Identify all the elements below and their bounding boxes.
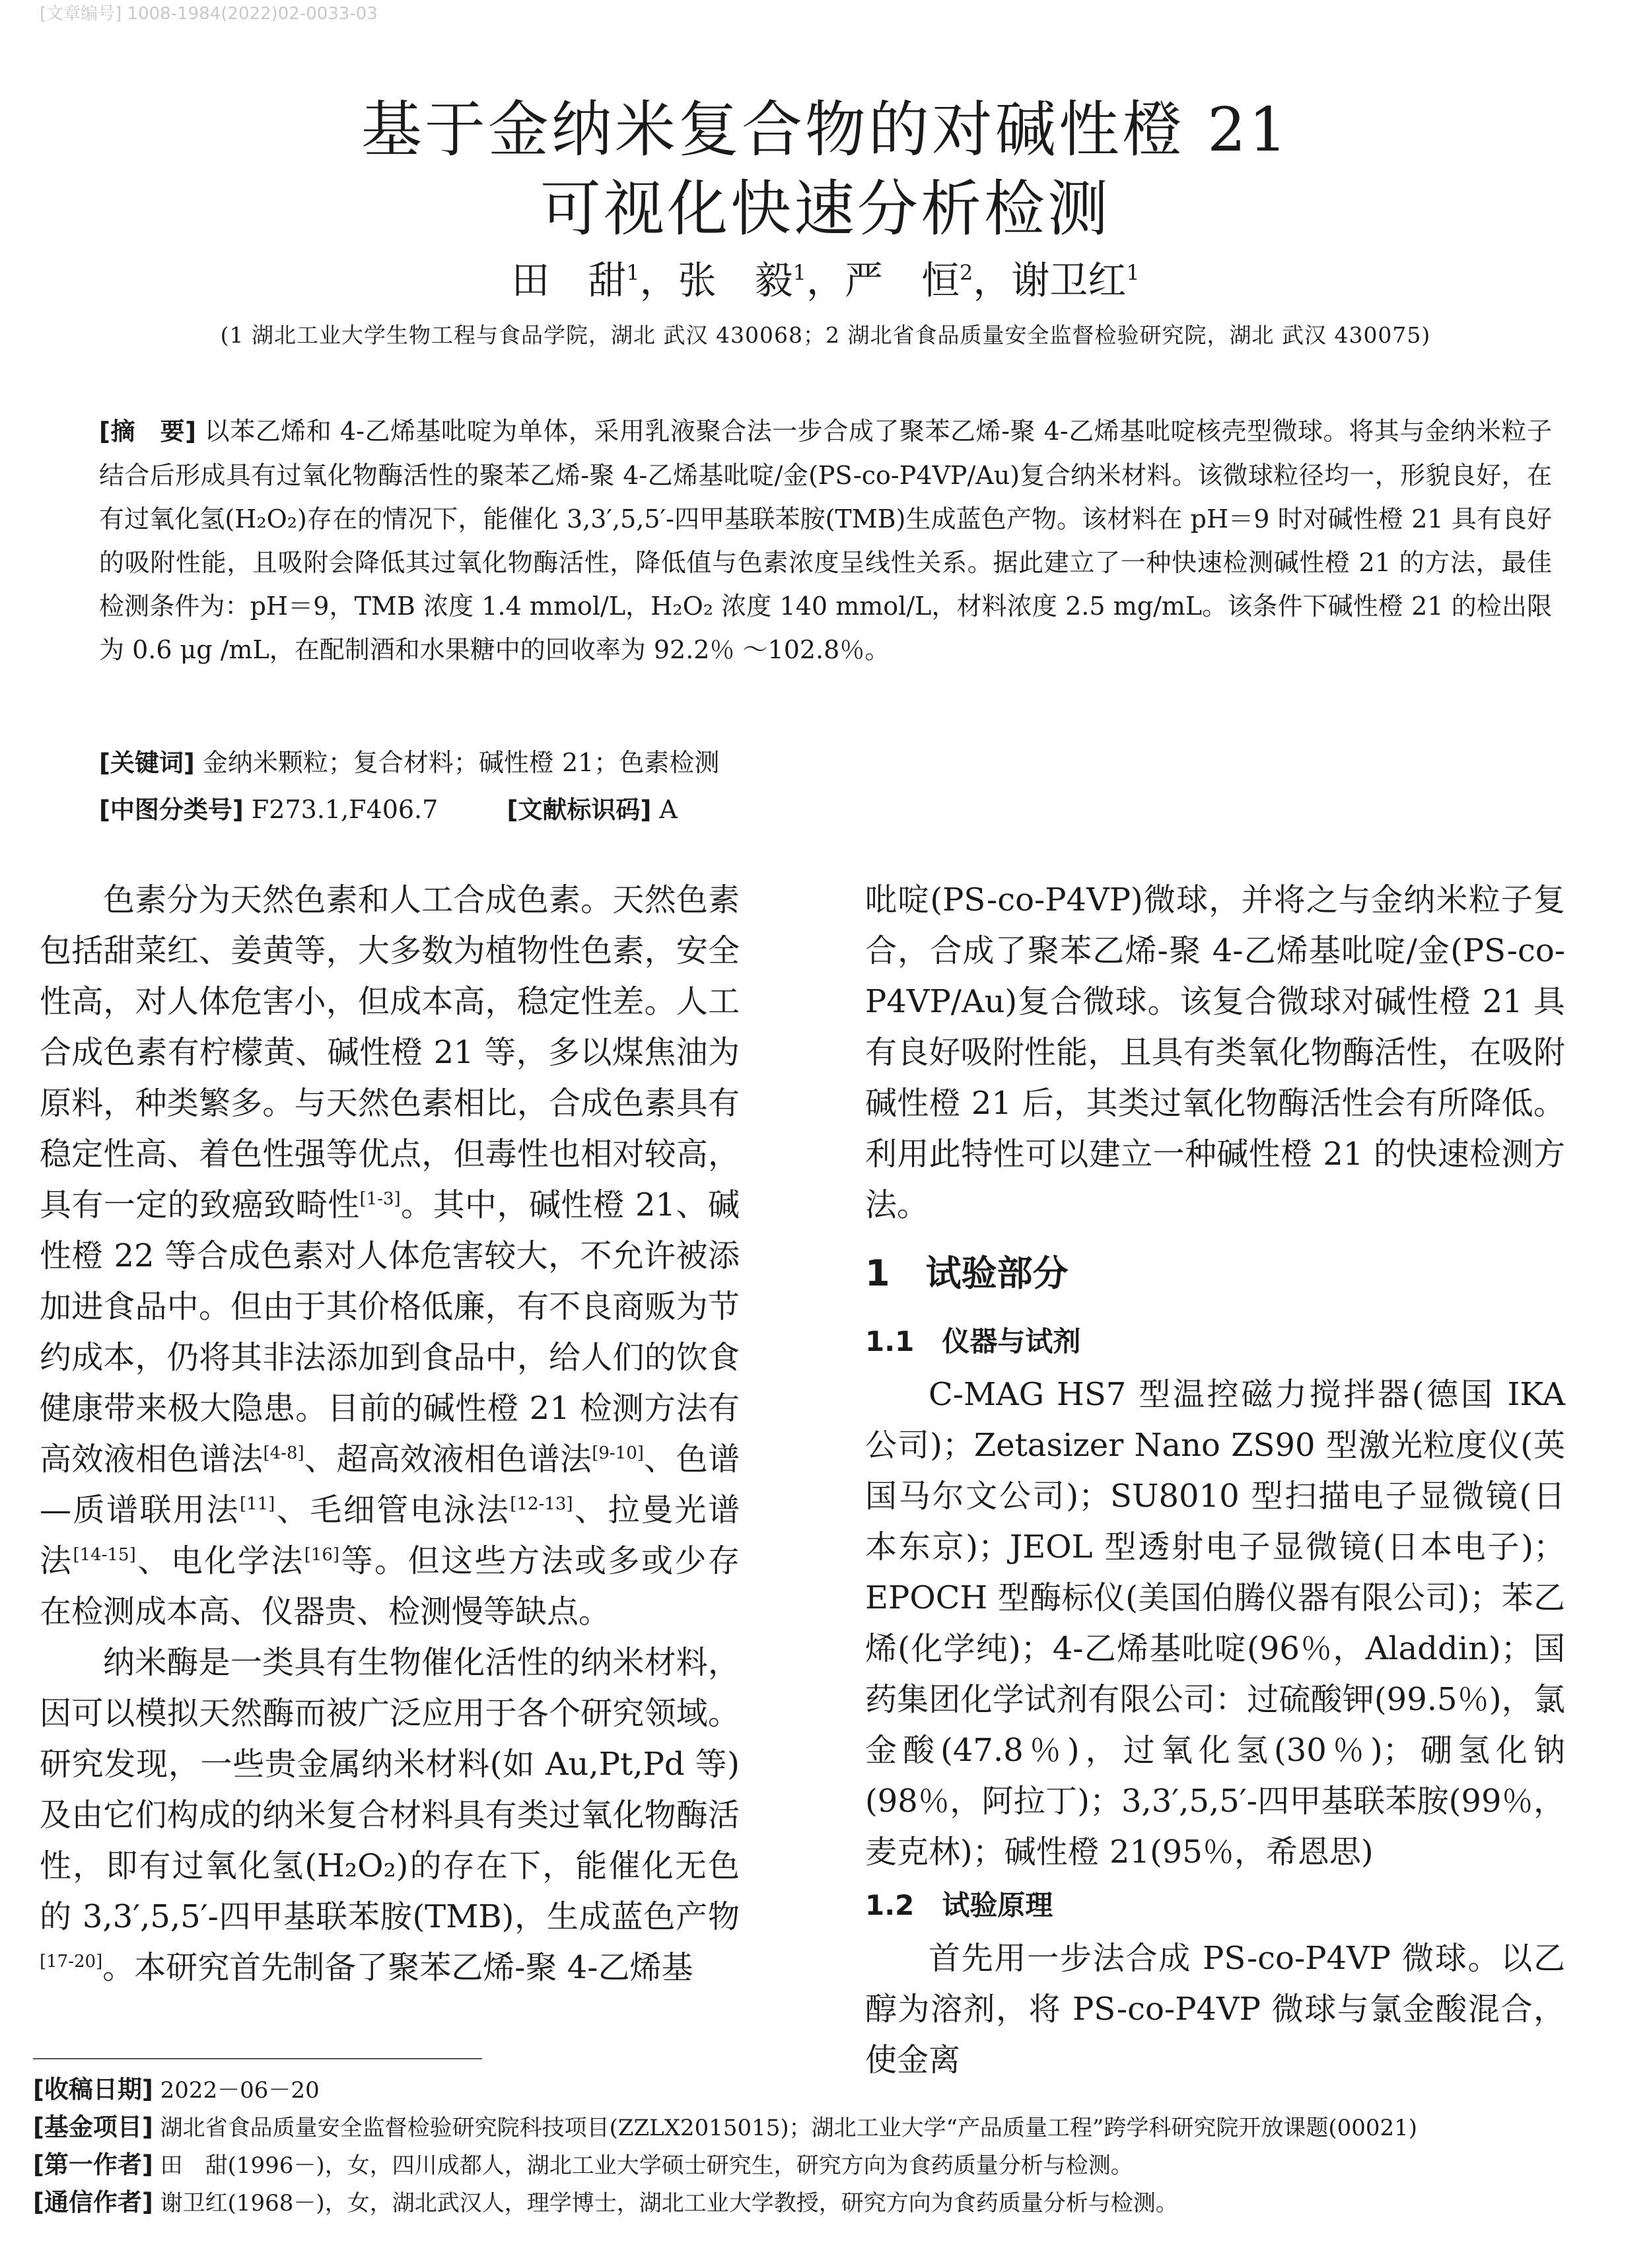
- citation: [11]: [239, 1494, 275, 1514]
- abstract-text: 以苯乙烯和 4-乙烯基吡啶为单体，采用乳液聚合法一步合成了聚苯乙烯-聚 4-乙烯基吡啶核壳型微球。将其与金纳米粒子结合后形成具有过氧化物酶活性的聚苯乙烯-聚 4-乙烯基吡啶/金(PS-co-P4VP/Au)复合纳米材料。该微球粒径均一，形貌良好，在有过氧化氢(H₂O₂)存在的情况下，能催化 3,3′,5,5′-四甲基联苯胺(TMB)生成蓝色产物。该材料在 pH＝9 时对碱性橙 21 具有良好的吸附性能，且吸附会降低其过氧化物酶活性，降低值与色素浓度呈线性关系。据此建立了一种快速检测碱性橙 21 的方法，最佳检测条件为：pH＝9，TMB 浓度 1.4 mmol/L，H₂O₂ 浓度 140 mmol/L，材料浓度 2.5 mg/mL。该条件下碱性橙 21 的检出限为 0.6 μg /mL，在配制酒和水果糖中的回收率为 92.2％ ～102.8％。: [99, 417, 1552, 664]
- citation: [4-8]: [263, 1443, 304, 1463]
- classification: [99, 790, 678, 830]
- author-affil-mark: 1: [1126, 260, 1140, 285]
- body-paragraph: 首先用一步法合成 PS-co-P4VP 微球。以乙醇为溶剂，将 PS-co-P4VP 微球与氯金酸混合，使金离: [865, 1940, 1565, 2079]
- author-name: 谢卫红: [1011, 258, 1127, 303]
- footnotes: [33, 2071, 1631, 2222]
- footnote-fund: [基金项目] 湖北省食品质量安全监督检验研究院科技项目(ZZLX2015015)；湖北工业大学“产品质量工程”跨学科研究院开放课题(00021): [33, 2113, 1418, 2141]
- author-list: 田 甜$^1$，张 毅$^1$，严 恒$^2$，谢卫红$^1$: [511, 258, 1140, 303]
- citation: [1-3]: [359, 1189, 401, 1209]
- document-code-label: [文献标识码]: [507, 796, 652, 824]
- left-column: [40, 875, 740, 1993]
- citation: [17-20]: [40, 1952, 103, 1972]
- title-line-1: 基于金纳米复合物的对碱性橙 21: [361, 94, 1290, 165]
- footnote-corresponding: [通信作者] 谢卫红(1968－)，女，湖北武汉人，理学博士，湖北工业大学教授，研究方向为食药质量分析与检测。: [33, 2188, 1178, 2216]
- citation: [12-13]: [510, 1494, 573, 1514]
- keywords: [99, 743, 719, 783]
- right-column: [865, 875, 1565, 2086]
- classification-label: [中图分类号]: [99, 796, 244, 824]
- keywords-label: [关键词]: [99, 749, 195, 777]
- document-code-text: A: [659, 795, 678, 824]
- title-line-2: 可视化快速分析检测: [540, 174, 1111, 244]
- citation: [16]: [304, 1545, 340, 1565]
- author-name: 张 毅: [678, 258, 793, 303]
- author-affil-mark: 1: [792, 260, 806, 285]
- citation: [14-15]: [73, 1545, 136, 1565]
- abstract: [99, 409, 1552, 671]
- footnote-received: [收稿日期] 2022－06－20: [33, 2075, 320, 2104]
- author-affil-mark: 2: [960, 260, 973, 285]
- classification-text: F273.1,F406.7: [251, 795, 439, 824]
- abstract-label: [摘 要]: [99, 417, 196, 446]
- author-affil-mark: 1: [626, 260, 640, 285]
- footnote-divider: [33, 2058, 482, 2059]
- body-paragraph: 色素分为天然色素和人工合成色素。天然色素包括甜菜红、姜黄等，大多数为植物性色素，安全性高，对人体危害小，但成本高，稳定性差。人工合成色素有柠檬黄、碱性橙 21 等，多以煤焦油为原料，种类繁多。与天然色素相比，合成色素具有稳定性高、着色性强等优点，但毒性也相对较高，具有一定的致癌致畸性[1-3]。其中，碱性橙 21、碱性橙 22 等合成色素对人体危害较大，不允许被添加进食品中。但由于其价格低廉，有不良商贩为节约成本，仍将其非法添加到食品中，给人们的饮食健康带来极大隐患。目前的碱性橙 21 检测方法有高效液相色谱法[4-8]、超高效液相色谱法[9-10]、色谱—质谱联用法[11]、毛细管电泳法[12-13]、拉曼光谱法[14-15]、电化学法[16]等。但这些方法或多或少存在检测成本高、仪器贵、检测慢等缺点。: [40, 881, 740, 1630]
- body-paragraph: C-MAG HS7 型温控磁力搅拌器(德国 IKA 公司)；Zetasizer Nano ZS90 型激光粒度仪(英国马尔文公司)；SU8010 型扫描电子显微镜(日本东京)；JEOL 型透射电子显微镜(日本电子)；EPOCH 型酶标仪(美国伯腾仪器有限公司)；苯乙烯(化学纯)；4-乙烯基吡啶(96％，Aladdin)；国药集团化学试剂有限公司：过硫酸钾(99.5％)，氯金酸(47.8％)，过氧化氢(30％)；硼氢化钠(98％，阿拉丁)；3,3′,5,5′-四甲基联苯胺(99％，麦克林)；碱性橙 21(95％，希恩思): [865, 1376, 1565, 1871]
- subsection-heading: 1.1 仪器与试剂: [865, 1325, 1081, 1357]
- citation: [9-10]: [592, 1443, 644, 1463]
- header-faint-text: [文章编号] 1008-1984(2022)02-0033-03: [40, 4, 378, 24]
- footnote-first-author: [第一作者] 田 甜(1996－)，女，四川成都人，湖北工业大学硕士研究生，研究方向为食药质量分析与检测。: [33, 2150, 1133, 2179]
- author-name: 严 恒: [845, 258, 960, 303]
- keywords-text: 金纳米颗粒；复合材料；碱性橙 21；色素检测: [202, 748, 720, 777]
- affiliation: (1 湖北工业大学生物工程与食品学院，湖北 武汉 430068；2 湖北省食品质量安全监督检验研究院，湖北 武汉 430075): [220, 322, 1431, 348]
- body-paragraph: 吡啶(PS-co-P4VP)微球，并将之与金纳米粒子复合，合成了聚苯乙烯-聚 4-乙烯基吡啶/金(PS-co-P4VP/Au)复合微球。该复合微球对碱性橙 21 具有良好吸附性能，且具有类氧化物酶活性，在吸附碱性橙 21 后，其类过氧化物酶活性会有所降低。利用此特性可以建立一种碱性橙 21 的快速检测方法。: [865, 881, 1565, 1223]
- section-heading: 1 试验部分: [865, 1253, 1069, 1294]
- subsection-heading: 1.2 试验原理: [865, 1889, 1053, 1921]
- body-paragraph: 纳米酶是一类具有生物催化活性的纳米材料，因可以模拟天然酶而被广泛应用于各个研究领域。研究发现，一些贵金属纳米材料(如 Au,Pt,Pd 等)及由它们构成的纳米复合材料具有类过氧化物酶活性，即有过氧化氢(H₂O₂)的存在下，能催化无色的 3,3′,5,5′-四甲基联苯胺(TMB)，生成蓝色产物[17-20]。本研究首先制备了聚苯乙烯-聚 4-乙烯基: [40, 1644, 740, 1986]
- author-name: 田 甜: [511, 258, 627, 303]
